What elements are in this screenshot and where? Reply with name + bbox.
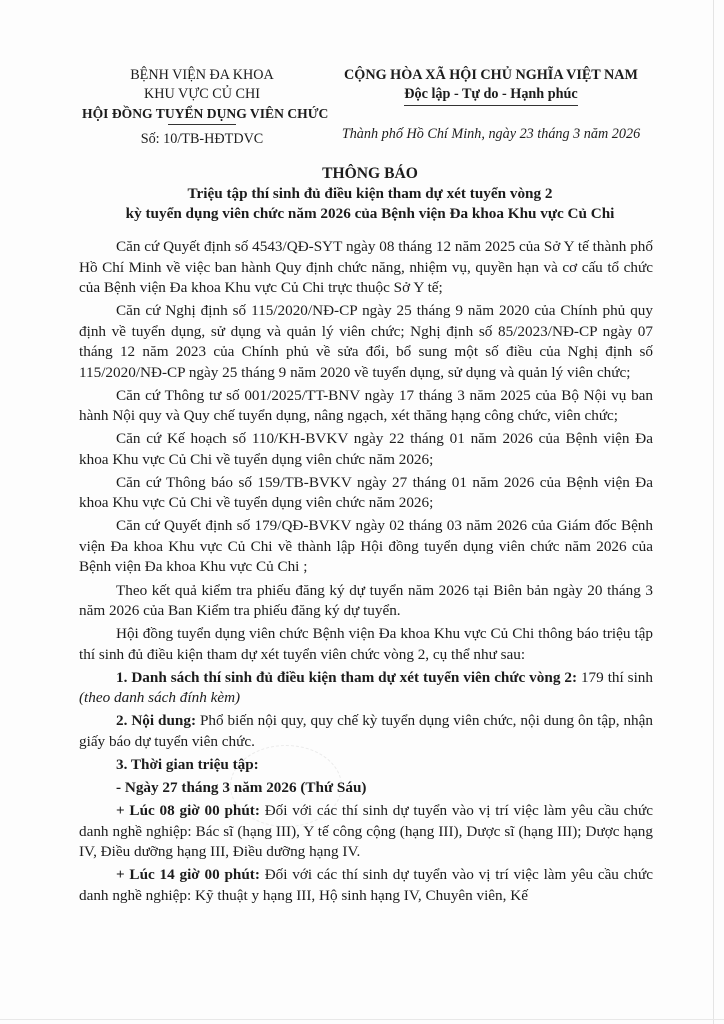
section-candidate-list (79, 668, 653, 709)
section-2-text: Phổ biến nội quy, quy chế kỳ tuyển dụng viên chức, nội dung ôn tập, nhận giấy báo dự tuyển viên chức. (79, 712, 653, 750)
legal-basis-paragraph: Căn cứ Quyết định số 4543/QĐ-SYT ngày 08 tháng 12 năm 2025 của Sở Y tế thành phố Hồ Chí Minh về việc ban hành Quy định chức năng, nhiệm vụ, quyền hạn và cơ cấu tổ chức của Bệnh viện Đa khoa Khu vực Củ Chi trực thuộc Sở Y tế; (79, 238, 653, 296)
attachment-note: (theo danh sách đính kèm) (79, 689, 241, 707)
document-body (79, 237, 653, 909)
schedule-date (79, 778, 653, 799)
title-subtitle-line-2: kỳ tuyển dụng viên chức năm 2026 của Bệnh viện Đa khoa Khu vực Củ Chi (125, 205, 615, 222)
page-bottom-edge (0, 1019, 724, 1020)
legal-basis-paragraph: Căn cứ Thông tư số 001/2025/TT-BNV ngày 17 tháng 3 năm 2025 của Bộ Nội vụ ban hành Nội quy và Quy chế tuyển dụng, nâng ngạch, xét thăng hạng công chức, viên chức; (79, 386, 653, 425)
legal-basis-paragraph: Căn cứ Thông báo số 159/TB-BVKV ngày 27 tháng 01 năm 2026 của Bệnh viện Đa khoa Khu vực Củ Chi về tuyển dụng viên chức năm 2026; (79, 473, 653, 512)
national-title: CỘNG HÒA XÃ HỘI CHỦ NGHĨA VIỆT NAM (344, 67, 638, 83)
org-line-1: BỆNH VIỆN ĐA KHOA (130, 67, 274, 83)
title-heading: THÔNG BÁO (322, 165, 418, 182)
org-line-3: HỘI ĐỒNG TUYỂN DỤNG VIÊN CHỨC (82, 106, 329, 121)
slot-description: Đối với các thí sinh dự tuyển vào vị trí việc làm yêu cầu chức danh nghề nghiệp: Bác sĩ (hạng III), Y tế công cộng (hạng III), Dược sĩ (hạng III); Dược hạng IV, Điều dưỡng hạng III, Điều dưỡng hạng IV. (79, 802, 653, 861)
candidate-count: 179 thí sinh (577, 668, 653, 686)
section-1-label: 1. Danh sách thí sinh đủ điều kiện tham dự xét tuyển viên chức vòng 2: (116, 668, 578, 686)
inspection-result-paragraph: Theo kết quả kiểm tra phiếu đăng ký dự tuyển năm 2026 tại Biên bản ngày 20 tháng 3 năm 2026 của Ban Kiểm tra phiếu đăng ký dự tuyển. (79, 581, 653, 620)
place-date-line: Thành phố Hồ Chí Minh, ngày 23 tháng 3 năm 2026 (341, 126, 641, 142)
national-header (322, 66, 660, 144)
section-schedule (79, 755, 653, 776)
national-motto: Độc lập - Tự do - Hạnh phúc (404, 85, 577, 106)
legal-basis-paragraph: Căn cứ Quyết định số 179/QĐ-BVKV ngày 02 tháng 03 năm 2026 của Giám đốc Bệnh viện Đa khoa Khu vực Củ Chi về thành lập Hội đồng tuyển dụng viên chức năm 2026 của Bệnh viện Đa khoa Khu vực Củ Chi ; (79, 517, 653, 576)
slot-time-label: + Lúc 08 giờ 00 phút: (116, 802, 260, 820)
schedule-date-text: - Ngày 27 tháng 3 năm 2026 (Thứ Sáu) (116, 779, 367, 797)
slot-description: Đối với các thí sinh dự tuyển vào vị trí việc làm yêu cầu chức danh nghề nghiệp: Kỹ thuật y hạng III, Hộ sinh hạng IV, Chuyên viên, Kế (79, 866, 653, 904)
legal-basis-paragraph: Căn cứ Kế hoạch số 110/KH-BVKV ngày 22 tháng 01 năm 2026 của Bệnh viện Đa khoa Khu vực Củ Chi về tuyển dụng viên chức năm 2026; (79, 430, 653, 468)
schedule-slot-afternoon (79, 865, 653, 906)
section-3-label: 3. Thời gian triệu tập: (116, 755, 259, 773)
schedule-slot-morning (79, 801, 653, 863)
issuing-organization (82, 66, 329, 149)
section-content (79, 711, 653, 752)
header-underline (168, 124, 236, 125)
title-subtitle-line-1: Triệu tập thí sinh đủ điều kiện tham dự xét tuyển vòng 2 (187, 185, 553, 202)
org-line-2: KHU VỰC CỦ CHI (144, 86, 260, 102)
announcement-intro-paragraph: Hội đồng tuyển dụng viên chức Bệnh viện Đa khoa Khu vực Củ Chi thông báo triệu tập thí sinh đủ điều kiện tham dự xét tuyển viên chức vòng 2, cụ thể như sau: (79, 625, 653, 663)
slot-time-label: + Lúc 14 giờ 00 phút: (116, 866, 260, 884)
document-title (70, 164, 670, 224)
document-number: Số: 10/TB-HĐTDVC (140, 131, 264, 147)
legal-basis-paragraph: Căn cứ Nghị định số 115/2020/NĐ-CP ngày 25 tháng 9 năm 2020 của Chính phủ quy định về tuyển dụng, sử dụng và quản lý viên chức; Nghị định số 85/2023/NĐ-CP ngày 07 tháng 12 năm 2023 của Chính phủ về sửa đổi, bổ sung một số điều của Nghị định số 115/2020/NĐ-CP ngày 25 tháng 9 năm 2020 về tuyển dụng, sử dụng và quản lý viên chức; (79, 302, 653, 381)
section-2-label: 2. Nội dung: (116, 712, 197, 730)
page-edge (713, 0, 714, 1024)
